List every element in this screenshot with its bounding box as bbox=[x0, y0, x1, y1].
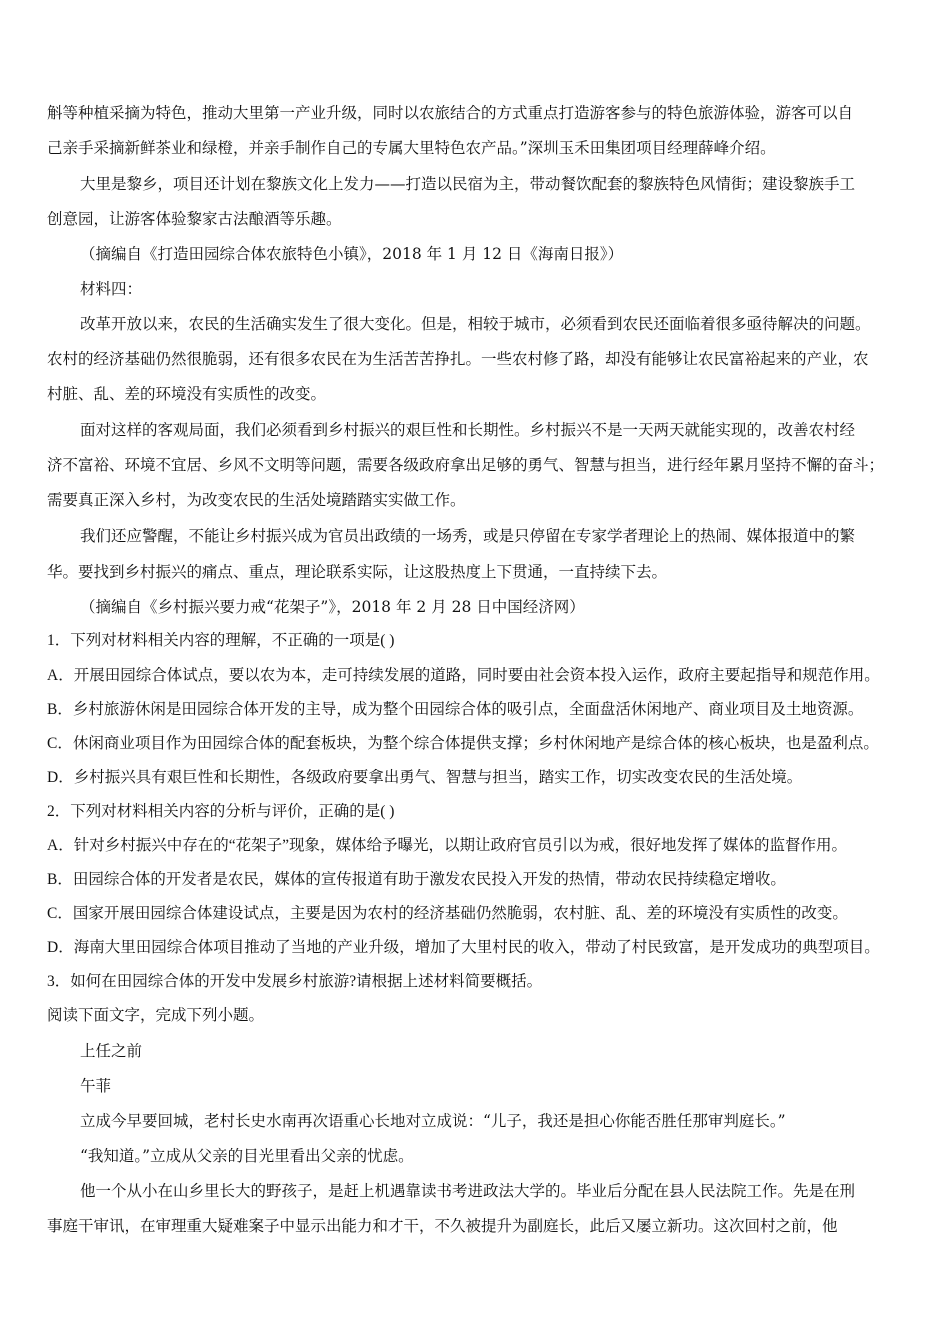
question-1: 1．下列对材料相关内容的理解，不正确的一项是( ) bbox=[47, 632, 395, 649]
text-line: 改革开放以来，农民的生活确实发生了很大变化。但是，相较于城市，必须看到农民还面临着很多亟待解决的问题。 bbox=[80, 315, 871, 333]
option-b: B．乡村旅游休闲是田园综合体开发的主导，成为整个田园综合体的吸引点，全面盘活休闲地产、商业项目及土地资源。 bbox=[47, 701, 864, 718]
text-line: 立成今早要回城，老村长史水南再次语重心长地对立成说：“儿子，我还是担心你能否胜任那审判庭长。” bbox=[80, 1112, 786, 1130]
text-line: 村脏、乱、差的环境没有实质性的改变。 bbox=[47, 385, 327, 403]
text-line: 济不富裕、环境不宜居、乡风不文明等问题，需要各级政府拿出足够的勇气、智慧与担当，进行经年累月坚持不懈的奋斗； bbox=[47, 456, 885, 474]
text-line: 需要真正深入乡村，为改变农民的生活处境踏踏实实做工作。 bbox=[47, 491, 466, 509]
option-b: B．田园综合体的开发者是农民，媒体的宣传报道有助于激发农民投入开发的热情，带动农民持续稳定增收。 bbox=[47, 871, 786, 888]
source-citation: （摘编自《打造田园综合体农旅特色小镇》，2018 年 1 月 12 日《海南日报》） bbox=[80, 245, 624, 263]
story-title: 上任之前 bbox=[80, 1042, 143, 1060]
question-2: 2．下列对材料相关内容的分析与评价，正确的是( ) bbox=[47, 803, 395, 820]
option-a: A．针对乡村振兴中存在的“花架子”现象，媒体给予曝光，以期让政府官员引以为戒，很好地发挥了媒体的监督作用。 bbox=[47, 837, 847, 854]
text-line: 农村的经济基础仍然很脆弱，还有很多农民在为生活苦苦挣扎。一些农村修了路，却没有能够让农民富裕起来的产业，农 bbox=[47, 350, 869, 368]
text-line: 创意园，让游客体验黎家古法酿酒等乐趣。 bbox=[47, 210, 342, 228]
option-c: C．休闲商业项目作为田园综合体的配套板块，为整个综合体提供支撑；乡村休闲地产是综合体的核心板块，也是盈利点。 bbox=[47, 735, 879, 752]
source-citation: （摘编自《乡村振兴要力戒“花架子”》，2018 年 2 月 28 日中国经济网） bbox=[80, 598, 585, 616]
text-line: 华。要找到乡村振兴的痛点、重点，理论联系实际，让这股热度上下贯通，一直持续下去。 bbox=[47, 563, 668, 581]
text-line: 斛等种植采摘为特色，推动大里第一产业升级，同时以农旅结合的方式重点打造游客参与的特色旅游体验，游客可以自 bbox=[47, 104, 854, 122]
story-author: 午菲 bbox=[80, 1077, 112, 1095]
text-line: 己亲手采摘新鲜茶业和绿橙，并亲手制作自己的专属大里特色农产品。”深圳玉禾田集团项目经理薛峰介绍。 bbox=[47, 139, 776, 157]
question-3: 3．如何在田园综合体的开发中发展乡村旅游?请根据上述材料简要概括。 bbox=[47, 973, 543, 990]
text-line: 我们还应警醒，不能让乡村振兴成为官员出政绩的一场秀，或是只停留在专家学者理论上的热闹、媒体报道中的繁 bbox=[80, 527, 856, 545]
text-line: 事庭干审讯，在审理重大疑难案子中显示出能力和才干，不久被提升为副庭长，此后又屡立新功。这次回村之前，他 bbox=[47, 1217, 838, 1235]
option-c: C．国家开展田园综合体建设试点，主要是因为农村的经济基础仍然脆弱，农村脏、乱、差的环境没有实质性的改变。 bbox=[47, 905, 848, 922]
instruction: 阅读下面文字，完成下列小题。 bbox=[47, 1007, 265, 1024]
section-heading: 材料四： bbox=[80, 280, 143, 298]
text-line: 大里是黎乡，项目还计划在黎族文化上发力——打造以民宿为主，带动餐饮配套的黎族特色风情街；建设黎族手工 bbox=[80, 175, 856, 193]
option-d: D．乡村振兴具有艰巨性和长期性，各级政府要拿出勇气、智慧与担当，踏实工作，切实改变农民的生活处境。 bbox=[47, 769, 803, 786]
text-line: 面对这样的客观局面，我们必须看到乡村振兴的艰巨性和长期性。乡村振兴不是一天两天就能实现的，改善农村经 bbox=[80, 421, 856, 439]
option-a: A．开展田园综合体试点，要以农为本，走可持续发展的道路，同时要由社会资本投入运作，政府主要起指导和规范作用。 bbox=[47, 667, 880, 684]
option-d: D．海南大里田园综合体项目推动了当地的产业升级，增加了大里村民的收入，带动了村民致富，是开发成功的典型项目。 bbox=[47, 939, 880, 956]
text-line: 他一个从小在山乡里长大的野孩子，是赶上机遇靠读书考进政法大学的。毕业后分配在县人民法院工作。先是在刑 bbox=[80, 1182, 856, 1200]
text-line: “我知道。”立成从父亲的目光里看出父亲的忧虑。 bbox=[80, 1147, 414, 1165]
